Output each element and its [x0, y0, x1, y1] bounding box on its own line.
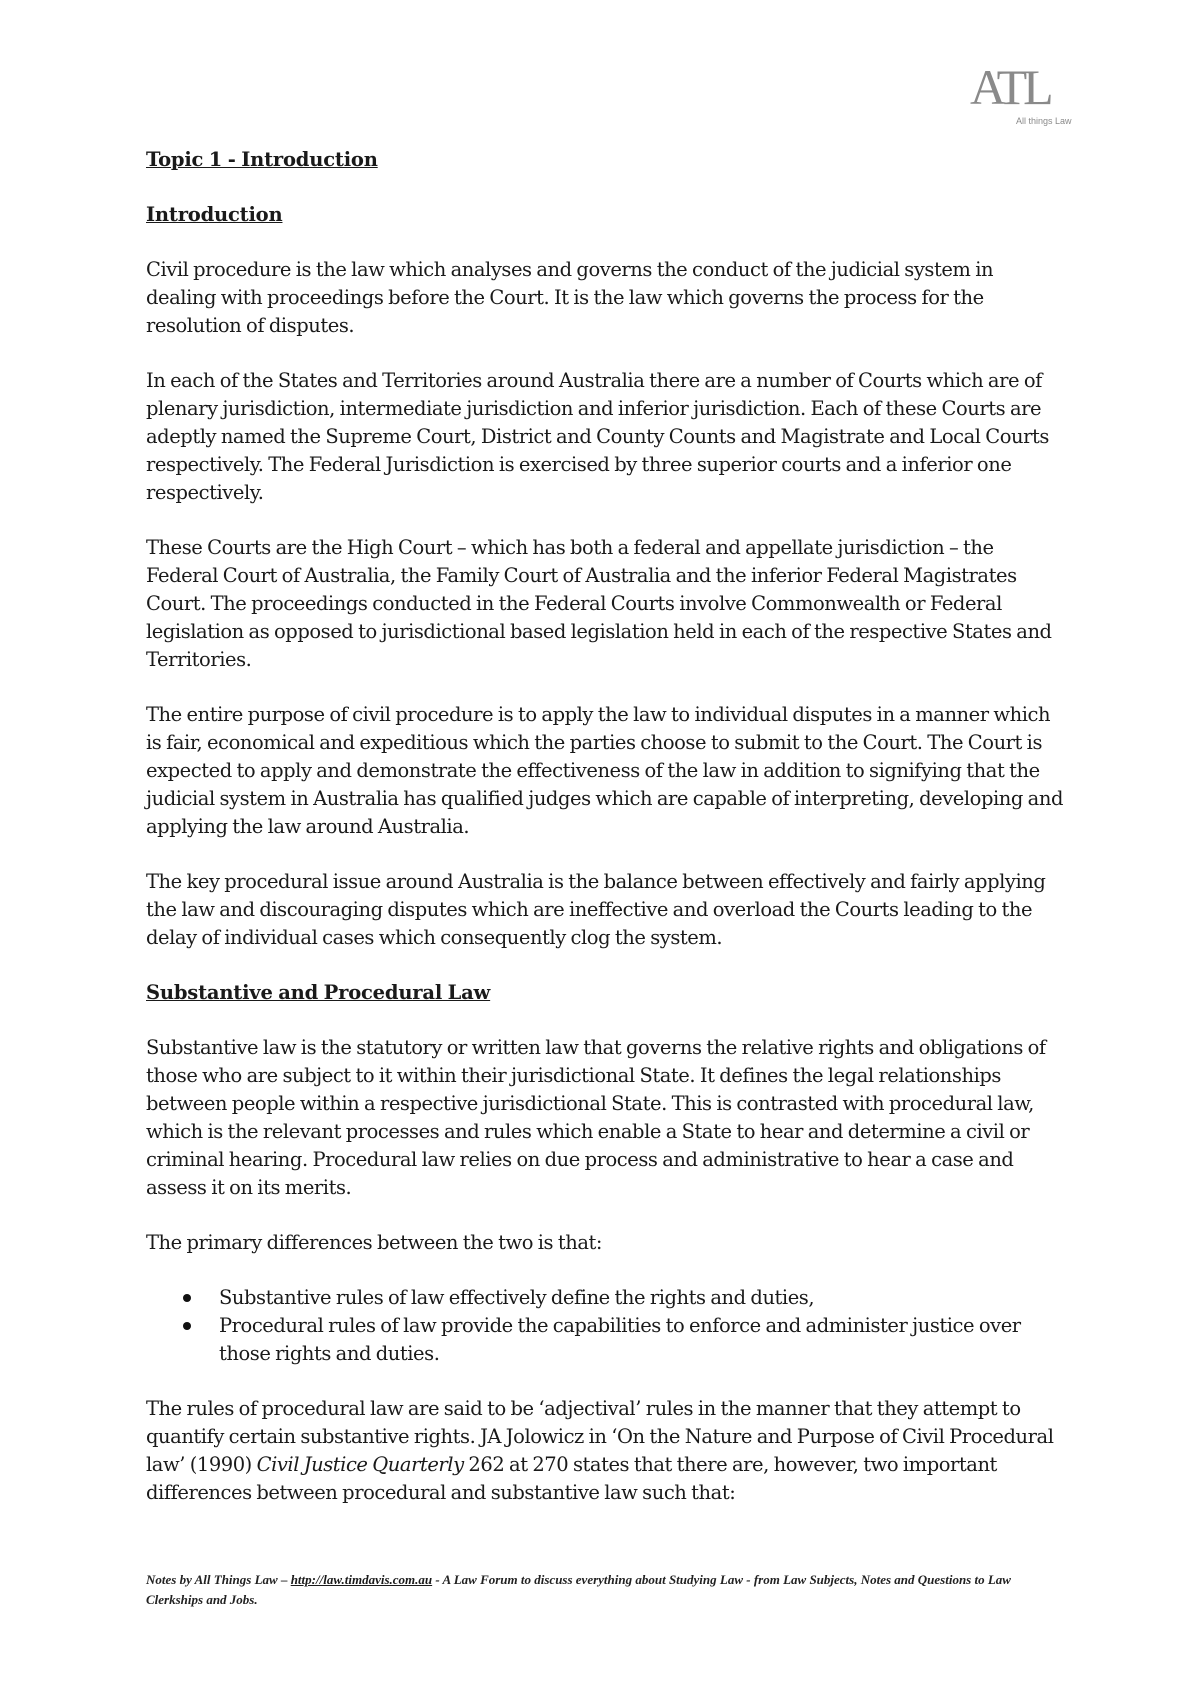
logo-mark: ATL	[970, 59, 1050, 115]
footer-suffix: - A Law Forum to discuss everything about Studying Law - from Law Subjects, Notes and Questions to Law Clerkships and Jobs.	[146, 1572, 1011, 1607]
paragraph: Substantive law is the statutory or written law that governs the relative rights and obligations of those who are subject to it within their jurisdictional State. It defines the legal relationships between people within a respective jurisdictional State. This is contrasted with procedural law, which is the relevant processes and rules which enable a State to hear and determine a civil or criminal hearing. Procedural law relies on due process and administrative to hear a case and assess it on its merits.	[146, 1036, 1046, 1199]
bullet-list	[146, 1284, 1066, 1368]
paragraph: In each of the States and Territories around Australia there are a number of Courts which are of plenary jurisdiction, intermediate jurisdiction and inferior jurisdiction. Each of these Courts are adeptly named the Supreme Court, District and County Counts and Magistrate and Local Courts respectively. The Federal Jurisdiction is exercised by three superior courts and a inferior one respectively.	[146, 369, 1049, 504]
paragraph: The key procedural issue around Australia is the balance between effectively and fairly applying the law and discouraging disputes which are ineffective and overload the Courts leading to the delay of individual cases which consequently clog the system.	[146, 870, 1046, 949]
atl-logo	[970, 59, 1072, 130]
journal-title: Civil Justice Quarterly	[256, 1453, 464, 1476]
closing-text-after: 262 at 270 states that there are, however, two important differences between procedural and substantive law such that:	[146, 1453, 997, 1504]
footer-link[interactable]: http://law.timdavis.com.au	[290, 1572, 433, 1587]
list-item: Substantive rules of law effectively define the rights and duties,	[146, 1284, 1066, 1312]
page-footer	[146, 1570, 1066, 1610]
page-title: Topic 1 - Introduction	[146, 148, 378, 171]
document-body	[146, 146, 1066, 1534]
paragraph: Civil procedure is the law which analyses and governs the conduct of the judicial system in dealing with proceedings before the Court. It is the law which governs the process for the resolution of disputes.	[146, 258, 994, 337]
paragraph: The primary differences between the two is that:	[146, 1231, 603, 1254]
paragraph: The entire purpose of civil procedure is to apply the law to individual disputes in a manner which is fair, economical and expeditious which the parties choose to submit to the Court. The Court is expected to apply and demonstrate the effectiveness of the law in addition to signifying that the judicial system in Australia has qualified judges which are capable of interpreting, developing and applying the law around Australia.	[146, 703, 1063, 838]
section-heading-introduction: Introduction	[146, 203, 283, 226]
paragraph: These Courts are the High Court – which has both a federal and appellate jurisdiction – the Federal Court of Australia, the Family Court of Australia and the inferior Federal Magistrates Court. The proceedings conducted in the Federal Courts involve Commonwealth or Federal legislation as opposed to jurisdictional based legislation held in each of the respective States and Territories.	[146, 536, 1052, 671]
list-item: Procedural rules of law provide the capabilities to enforce and administer justice over those rights and duties.	[146, 1312, 1066, 1368]
footer-prefix: Notes by All Things Law –	[146, 1572, 291, 1587]
logo-tagline: All things Law	[1016, 116, 1072, 126]
closing-paragraph	[146, 1395, 1066, 1507]
closing-text-before: The rules of procedural law are said to be ‘adjectival’ rules in the manner that they attempt to quantify certain substantive rights. JA Jolowicz in ‘On the Nature and Purpose of Civil Procedural law’ (1990)	[146, 1397, 1054, 1476]
section-heading-substantive: Substantive and Procedural Law	[146, 981, 491, 1004]
